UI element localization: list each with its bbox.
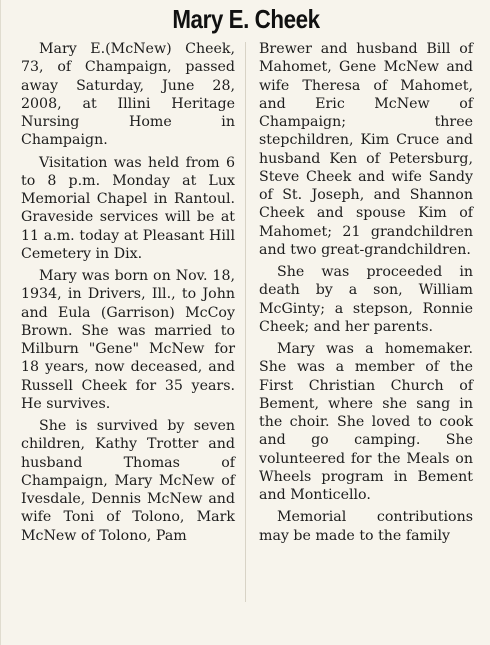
paragraph-services: Visitation was held from 6 to 8 p.m. Monday at Lux Memorial Chapel in Rantoul. Graveside services will be at 11 a.m. today at Pleasant Hill Cemetery in Dix. [21,154,235,262]
paragraph-survivors-continued: Brewer and husband Bill of Mahomet, Gene McNew and wife Theresa of Mahomet, and Eric McNew of Champaign; three stepchildren, Kim Cruce and husband Ken of Petersburg, Steve Cheek and wife Sandy of St. Joseph, and Shannon Cheek and spouse Kim of Mahomet; 21 grandchildren and two great-grandchildren. [259,41,473,258]
paragraph-preceded-in-death: She was proceeded in death by a son, William McGinty; a stepson, Ronnie Cheek; and her parents. [259,264,473,335]
paragraph-death-notice: Mary E.(McNew) Cheek, 73, of Champaign, passed away Saturday, June 28, 2008, at Illini Heritage Nursing Home in Champaign. [21,41,235,149]
paragraph-life-interests: Mary was a homemaker. She was a member of the First Christian Church of Bement, where she sang in the choir. She loved to cook and go camping. She volunteered for the Meals on Wheels program in Bement and Monticello. [259,341,473,503]
obituary-column-left [21,40,235,549]
obituary-column-right [259,40,473,549]
obituary-headline: Mary E. Cheek [172,4,320,34]
paragraph-memorials: Memorial contributions may be made to the family [259,509,473,544]
paragraph-biography: Mary was born on Nov. 18, 1934, in Drivers, Ill., to John and Eula (Garrison) McCoy Brown. She was married to Milburn "Gene" McNew for 18 years, now deceased, and Russell Cheek for 35 years. He survives. [21,268,235,412]
column-divider [245,42,246,602]
paragraph-survivors: She is survived by seven children, Kathy Trotter and husband Thomas of Champaign, Mary McNew of Ivesdale, Dennis McNew and wife Toni of Tolono, Mark McNew of Tolono, Pam [21,418,235,544]
